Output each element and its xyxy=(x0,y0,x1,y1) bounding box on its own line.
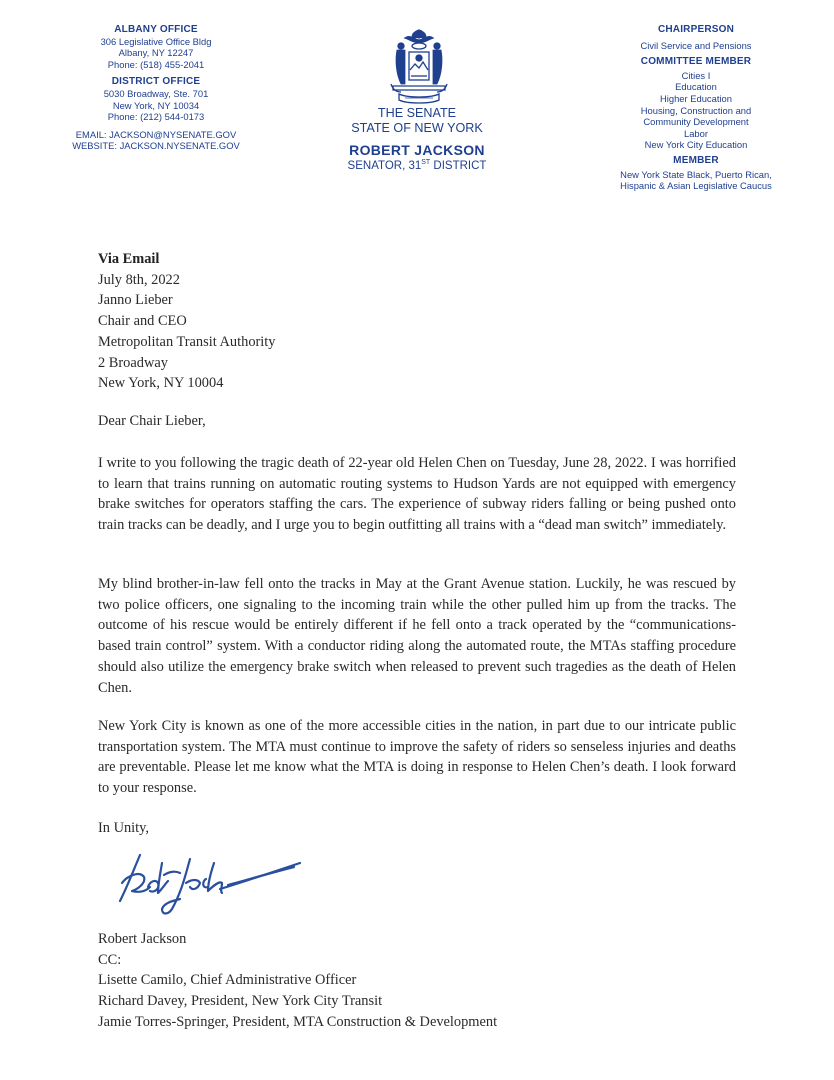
closing: In Unity, xyxy=(98,820,150,836)
body-paragraph: New York City is known as one of the more accessible cities in the nation, in part due to our intricate public transportation system. The MTA must continue to improve the safety of riders so senseless injuries and deaths are preventable. Please let me know what the MTA is doing in response to Helen Chen’s death. I look forward to your response. xyxy=(98,718,736,797)
letter-date: July 8th, 2022 xyxy=(98,271,180,288)
albany-address-line: 306 Legislative Office Bldg xyxy=(100,35,212,47)
recipient-name: Janno Lieber xyxy=(98,292,173,309)
committee-item: Education xyxy=(675,81,717,93)
committee-item: Labor xyxy=(684,127,708,139)
committee-item: New York City Education xyxy=(644,139,748,151)
committee-item: Housing, Construction and xyxy=(640,104,752,116)
member-item: Hispanic & Asian Legislative Caucus xyxy=(620,180,772,192)
salutation: Dear Chair Lieber, xyxy=(98,413,206,429)
committee-member-title: COMMITTEE MEMBER xyxy=(640,56,752,68)
district-phone-line: Phone: (212) 544-0173 xyxy=(107,111,205,123)
chair-committee-line: Civil Service and Pensions xyxy=(640,39,752,51)
signature-block xyxy=(98,929,497,1033)
body-paragraph: I write to you following the tragic death of 22-year old Helen Chen on Tuesday, June 28, 2022. I was horrified to learn that trains running on automatic routing systems to Hudson Yards are not equipped with emergency brake switches for operators staffing the cars. The experience of subway riders falling or being pushed onto train tracks can be deadly, and I urge you to begin outfitting all trains with a “dead man switch” immediately. xyxy=(98,455,736,534)
cc-recipient: Lisette Camilo, Chief Administrative Officer xyxy=(98,972,357,989)
committee-item: Cities I xyxy=(681,69,711,81)
member-item: New York State Black, Puerto Rican, xyxy=(620,168,772,180)
district-address-line: 5030 Broadway, Ste. 701 xyxy=(103,87,209,99)
senate-title: THE SENATE xyxy=(377,106,457,120)
cc-recipient: Jamie Torres-Springer, President, MTA Construction & Development xyxy=(98,1013,498,1030)
district-office-title: DISTRICT OFFICE xyxy=(111,76,201,88)
senator-name: ROBERT JACKSON xyxy=(349,142,485,158)
district-city-line: New York, NY 10034 xyxy=(112,99,200,111)
letterhead-center xyxy=(306,106,528,173)
cc-recipient: Richard Davey, President, New York City Transit xyxy=(98,993,383,1010)
recipient-organization: Metropolitan Transit Authority xyxy=(98,333,276,350)
state-title: STATE OF NEW YORK xyxy=(351,121,483,135)
albany-phone-line: Phone: (518) 455-2041 xyxy=(107,58,205,70)
albany-office-title: ALBANY OFFICE xyxy=(114,24,198,35)
member-title: MEMBER xyxy=(673,154,719,166)
recipient-street: 2 Broadway xyxy=(98,354,168,371)
committee-item: Community Development xyxy=(643,116,749,128)
letterhead-right xyxy=(596,24,796,192)
letterhead-left xyxy=(50,24,262,152)
via-email-label: Via Email xyxy=(98,251,160,267)
signer-name: Robert Jackson xyxy=(98,931,187,947)
albany-city-line: Albany, NY 12247 xyxy=(118,47,194,59)
body-paragraph: My blind brother-in-law fell onto the tracks in May at the Grant Avenue station. Luckily, he was rescued by two police officers, one signaling to the incoming train while the other pulled him up from the tracks. The outcome of his rescue would be entirely different if he fell onto a track operated by the “communications-based train control” system. With a conductor riding along the automated route, the MTAs staffing procedure should also utilize the emergency brake switch when released to prevent such tragedies as the death of Helen Chen. xyxy=(98,576,736,696)
handwritten-signature xyxy=(110,845,306,925)
senator-district: SENATOR, 31ST DISTRICT xyxy=(347,159,487,172)
recipient-address-block xyxy=(98,249,276,394)
cc-label: CC: xyxy=(98,951,122,968)
email-line: EMAIL: JACKSON@NYSENATE.GOV xyxy=(75,128,237,140)
recipient-city: New York, NY 10004 xyxy=(98,375,224,392)
website-line: WEBSITE: JACKSON.NYSENATE.GOV xyxy=(72,140,240,152)
committee-item: Higher Education xyxy=(660,92,732,104)
recipient-title: Chair and CEO xyxy=(98,313,187,330)
chairperson-title: CHAIRPERSON xyxy=(657,24,735,35)
new-york-state-seal-icon xyxy=(375,26,463,108)
